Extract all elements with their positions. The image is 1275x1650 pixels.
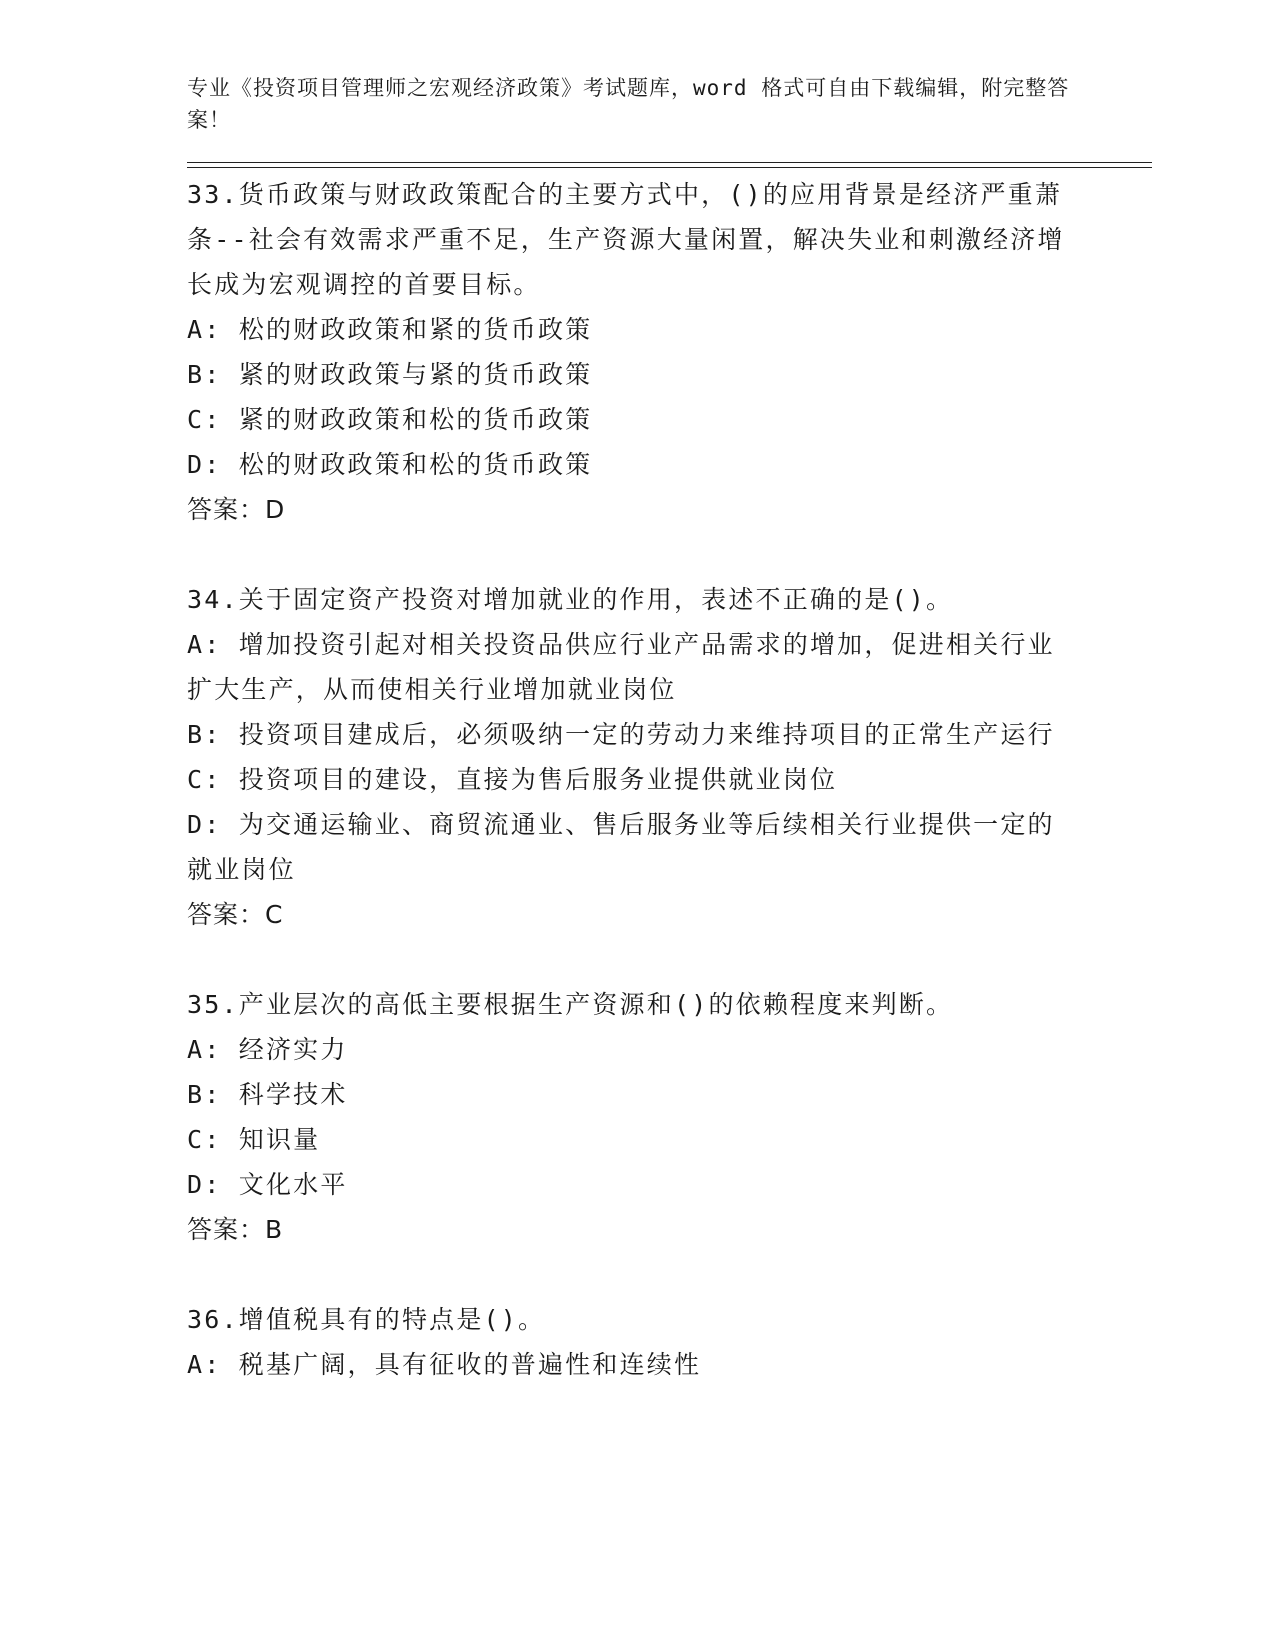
question-35: [187, 982, 1072, 1252]
question-stem: 35.产业层次的高低主要根据生产资源和()的依赖程度来判断。: [187, 990, 954, 1019]
rule-line-top: [187, 162, 1152, 163]
question-spacer: [187, 1252, 1147, 1297]
option-d: D: 为交通运输业、商贸流通业、售后服务业等后续相关行业提供一定的就业岗位: [187, 810, 1055, 884]
rule-line-bottom: [187, 167, 1152, 168]
question-list: [187, 172, 1147, 1387]
header-double-rule: [187, 162, 1152, 168]
option-a: A: 经济实力: [187, 1035, 348, 1064]
option-b: B: 科学技术: [187, 1080, 348, 1109]
question-stem: 36.增值税具有的特点是()。: [187, 1305, 546, 1334]
option-b: B: 投资项目建成后，必须吸纳一定的劳动力来维持项目的正常生产运行: [187, 720, 1055, 749]
document-header: 专业《投资项目管理师之宏观经济政策》考试题库，word 格式可自由下载编辑，附完整答案！: [187, 76, 1070, 132]
question-spacer: [187, 532, 1147, 577]
question-34: [187, 577, 1072, 937]
option-a: A: 增加投资引起对相关投资品供应行业产品需求的增加，促进相关行业扩大生产，从而使相关行业增加就业岗位: [187, 630, 1055, 704]
answer: 答案：B: [187, 1215, 284, 1244]
question-stem: 33.货币政策与财政政策配合的主要方式中，()的应用背景是经济严重萧条--社会有效需求严重不足，生产资源大量闲置，解决失业和刺激经济增长成为宏观调控的首要目标。: [187, 180, 1065, 299]
answer: 答案：C: [187, 900, 284, 929]
answer: 答案：D: [187, 495, 286, 524]
question-stem: 34.关于固定资产投资对增加就业的作用，表述不正确的是()。: [187, 585, 954, 614]
document-page: [187, 72, 1147, 1387]
option-d: D: 文化水平: [187, 1170, 348, 1199]
question-33: [187, 172, 1072, 532]
question-36: [187, 1297, 1072, 1387]
question-spacer: [187, 937, 1147, 982]
option-c: C: 紧的财政政策和松的货币政策: [187, 405, 593, 434]
option-c: C: 知识量: [187, 1125, 321, 1154]
option-a: A: 税基广阔，具有征收的普遍性和连续性: [187, 1350, 702, 1379]
option-c: C: 投资项目的建设，直接为售后服务业提供就业岗位: [187, 765, 838, 794]
option-a: A: 松的财政政策和紧的货币政策: [187, 315, 593, 344]
option-d: D: 松的财政政策和松的货币政策: [187, 450, 593, 479]
option-b: B: 紧的财政政策与紧的货币政策: [187, 360, 593, 389]
